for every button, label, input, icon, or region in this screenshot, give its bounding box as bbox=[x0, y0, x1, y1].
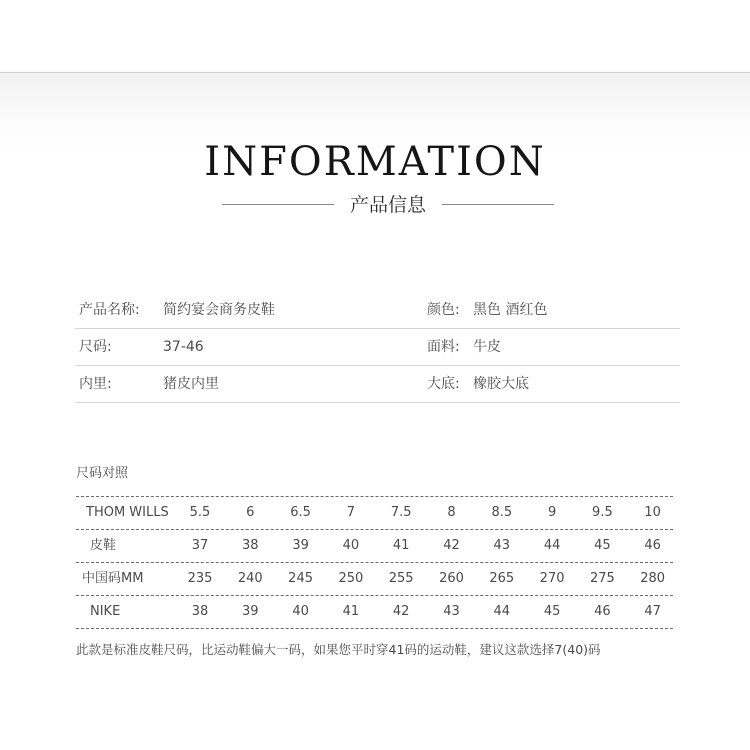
info-label: 大底: bbox=[427, 376, 460, 392]
size-cell: 39 bbox=[292, 538, 309, 553]
size-cell: 250 bbox=[338, 571, 364, 586]
size-cell: 6 bbox=[246, 505, 255, 520]
size-cell: 43 bbox=[443, 604, 460, 619]
size-cell: 39 bbox=[242, 604, 259, 619]
size-cell: 7 bbox=[346, 505, 356, 520]
size-cell: 40 bbox=[292, 604, 309, 619]
info-value: 37-46 bbox=[163, 339, 204, 355]
size-cell: 240 bbox=[237, 571, 263, 586]
info-label: 面料: bbox=[427, 339, 460, 355]
info-value: 猪皮内里 bbox=[163, 376, 219, 392]
size-cell: 275 bbox=[589, 571, 615, 586]
info-value: 橡胶大底 bbox=[473, 376, 529, 392]
size-cell: 41 bbox=[342, 604, 360, 619]
size-cell: 245 bbox=[288, 571, 313, 586]
size-cell: 10 bbox=[644, 505, 661, 520]
info-row bbox=[75, 292, 680, 329]
size-row-label: 皮鞋 bbox=[90, 538, 117, 553]
header-background bbox=[0, 0, 750, 150]
size-cell: 45 bbox=[594, 538, 611, 553]
size-row bbox=[76, 496, 673, 529]
size-cell: 9.5 bbox=[592, 505, 613, 520]
size-row-label: THOM WILLS bbox=[86, 505, 169, 520]
size-cell: 37 bbox=[191, 538, 209, 553]
subtitle-row bbox=[222, 192, 554, 220]
info-label: 内里: bbox=[79, 376, 112, 392]
size-cell: 265 bbox=[489, 571, 515, 586]
size-cell: 38 bbox=[242, 538, 259, 553]
size-row bbox=[76, 529, 673, 562]
info-label: 颜色: bbox=[427, 302, 460, 318]
size-cell: 45 bbox=[543, 604, 561, 619]
size-cell: 38 bbox=[191, 604, 209, 619]
size-cell: 255 bbox=[388, 571, 414, 586]
size-cell: 280 bbox=[640, 571, 666, 586]
size-row-label: NIKE bbox=[90, 604, 121, 619]
info-label: 尺码: bbox=[79, 339, 112, 355]
info-row bbox=[75, 329, 680, 366]
size-cell: 47 bbox=[644, 604, 661, 619]
product-info-table bbox=[75, 292, 680, 403]
size-cell: 7.5 bbox=[390, 505, 412, 520]
size-cell: 40 bbox=[342, 538, 360, 553]
size-cell: 44 bbox=[493, 604, 511, 619]
size-cell: 42 bbox=[443, 538, 460, 553]
size-row bbox=[76, 562, 673, 595]
size-cell: 46 bbox=[594, 604, 611, 619]
size-cell: 41 bbox=[392, 538, 410, 553]
size-note: 此款是标准皮鞋尺码，比运动鞋偏大一码，如果您平时穿41码的运动鞋，建议这款选择7(40)码 bbox=[76, 642, 601, 657]
size-cell: 46 bbox=[644, 538, 661, 553]
size-cell: 43 bbox=[493, 538, 511, 553]
size-cell: 8 bbox=[447, 505, 456, 520]
page-subtitle: 产品信息 bbox=[349, 194, 426, 216]
size-cell: 270 bbox=[539, 571, 565, 586]
size-chart-table bbox=[76, 496, 673, 629]
info-row bbox=[75, 366, 680, 403]
size-cell: 8.5 bbox=[491, 505, 513, 520]
size-cell: 235 bbox=[187, 571, 213, 586]
size-cell: 6.5 bbox=[290, 505, 311, 520]
info-value: 黑色 酒红色 bbox=[473, 302, 548, 318]
info-label: 产品名称: bbox=[79, 302, 140, 318]
size-row-label: 中国码MM bbox=[82, 571, 144, 586]
size-chart-title: 尺码对照 bbox=[76, 466, 129, 481]
info-value: 简约宴会商务皮鞋 bbox=[163, 302, 275, 318]
info-value: 牛皮 bbox=[473, 339, 501, 355]
size-cell: 9 bbox=[547, 505, 557, 520]
page-title: INFORMATION bbox=[204, 139, 546, 185]
size-cell: 44 bbox=[543, 538, 561, 553]
size-cell: 5.5 bbox=[189, 505, 211, 520]
size-cell: 260 bbox=[439, 571, 464, 586]
subtitle-divider-right bbox=[442, 204, 554, 205]
top-divider bbox=[0, 72, 750, 73]
size-cell: 42 bbox=[392, 604, 410, 619]
size-row bbox=[76, 595, 673, 629]
